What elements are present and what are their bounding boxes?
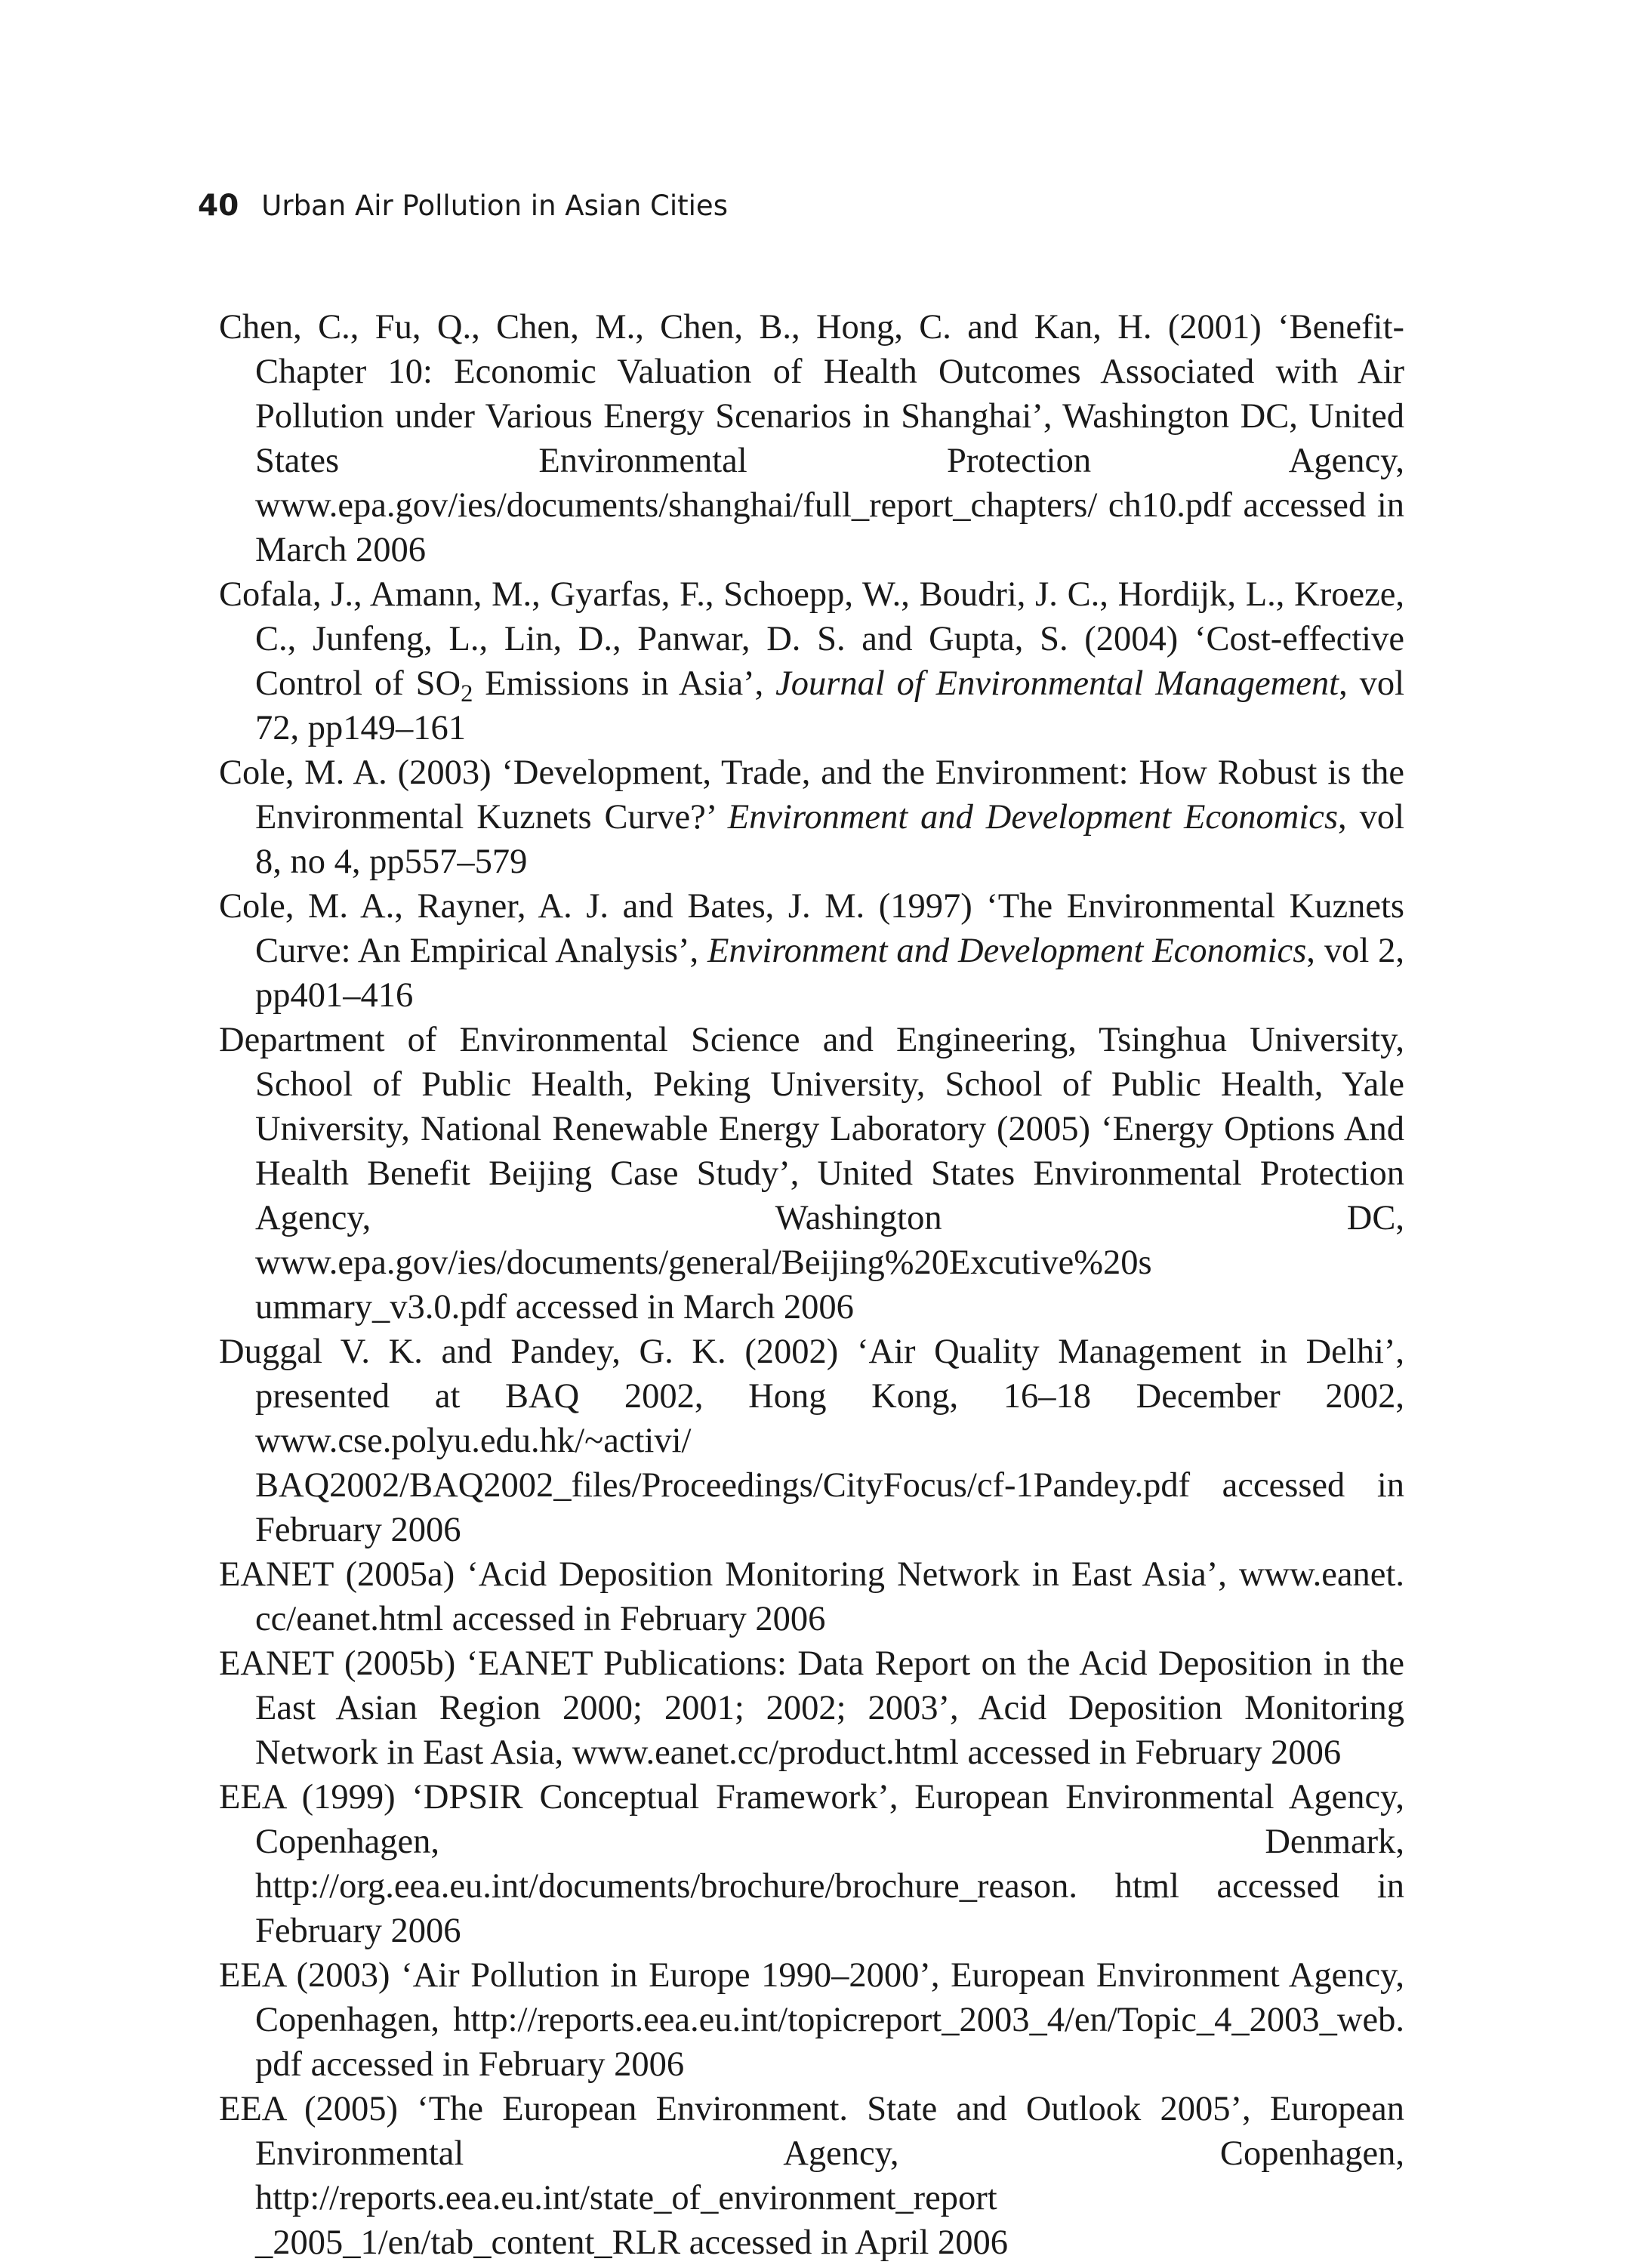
reference-list: [219, 305, 1404, 2265]
reference-entry: [219, 884, 1404, 1018]
reference-text: Cofala, J., Amann, M., Gyarfas, F., Schoepp, W., Boudri, J. C., Hordijk, L., Kroeze, C., Junfeng, L., Lin, D., Panwar, D. S. and Gupta, S. (2004) ‘Cost-effective Control of SO: [219, 575, 1404, 703]
page-number: 40: [198, 189, 239, 223]
reference-entry: EANET (2005b) ‘EANET Publications: Data Report on the Acid Deposition in the East Asian Region 2000; 2001; 2002; 2003’, Acid Deposition Monitoring Network in East Asia, www.eanet.cc/product.html accessed in February 2006: [219, 1644, 1404, 1772]
reference-entry: Department of Environmental Science and Engineering, Tsinghua University, School of Public Health, Peking University, School of Public Health, Yale University, National Renewable Energy Laboratory (2005) ‘Energy Options And Health Benefit Beijing Case Study’, United States Environmental Protection Agency, Washington DC, www.epa.gov/ies/documents/general/Beijing%20Excutive%20s ummary_v3.0.pdf accessed in March 2006: [219, 1021, 1404, 1327]
reference-text: , vol 72, pp149–161: [255, 664, 1405, 747]
reference-entry: Chen, C., Fu, Q., Chen, M., Chen, B., Hong, C. and Kan, H. (2001) ‘Benefit-Chapter 10: Economic Valuation of Health Outcomes Associated with Air Pollution under Various Energy Scenarios in Shanghai’, Washington DC, United States Environmental Protection Agency, www.epa.gov/ies/documents/shanghai/full_report_chapters/ ch10.pdf accessed in March 2006: [219, 308, 1404, 569]
reference-entry: [219, 750, 1404, 884]
reference-entry: EEA (2003) ‘Air Pollution in Europe 1990–2000’, European Environment Agency, Copenhagen, http://reports.eea.eu.int/topicreport_2003_4/en/Topic_4_2003_web. pdf accessed in February 2006: [219, 1956, 1404, 2084]
reference-text: Cole, M. A. (2003) ‘Development, Trade, and the Environment: How Robust is the Environmental Kuznets Curve?’: [219, 753, 1404, 837]
reference-entry: Duggal V. K. and Pandey, G. K. (2002) ‘Air Quality Management in Delhi’, presented at BAQ 2002, Hong Kong, 16–18 December 2002, www.cse.polyu.edu.hk/~activi/ BAQ2002/BAQ2002_files/Proceedings/CityFocus/cf-1Pandey.pdf accessed in February 2006: [219, 1333, 1404, 1549]
journal-title: Environment and Development Economics: [727, 798, 1339, 837]
reference-entry: [219, 572, 1404, 750]
journal-title: Environment and Development Economics: [707, 932, 1307, 970]
journal-title: Journal of Environmental Management: [775, 664, 1339, 703]
book-title: Urban Air Pollution in Asian Cities: [261, 190, 728, 222]
reference-entry: EEA (2005) ‘The European Environment. State and Outlook 2005’, European Environmental Agency, Copenhagen, http://reports.eea.eu.int/state_of_environment_report _2005_1/en/tab_content_RLR accessed in April 2006: [219, 2090, 1404, 2262]
running-head: [198, 189, 728, 234]
reference-text: Emissions in Asia’,: [473, 664, 776, 703]
reference-text: , vol 8, no 4, pp557–579: [255, 798, 1404, 881]
reference-entry: EANET (2005a) ‘Acid Deposition Monitoring Network in East Asia’, www.eanet. cc/eanet.html accessed in February 2006: [219, 1555, 1404, 1638]
reference-text: , vol 2, pp401–416: [255, 932, 1405, 1015]
subscript: 2: [461, 680, 473, 708]
reference-entry: EEA (1999) ‘DPSIR Conceptual Framework’, European Environmental Agency, Copenhagen, Denmark, http://org.eea.eu.int/documents/brochure/brochure_reason. html accessed in February 2006: [219, 1778, 1404, 1950]
reference-text: Cole, M. A., Rayner, A. J. and Bates, J. M. (1997) ‘The Environmental Kuznets Curve: An Empirical Analysis’,: [219, 887, 1404, 970]
